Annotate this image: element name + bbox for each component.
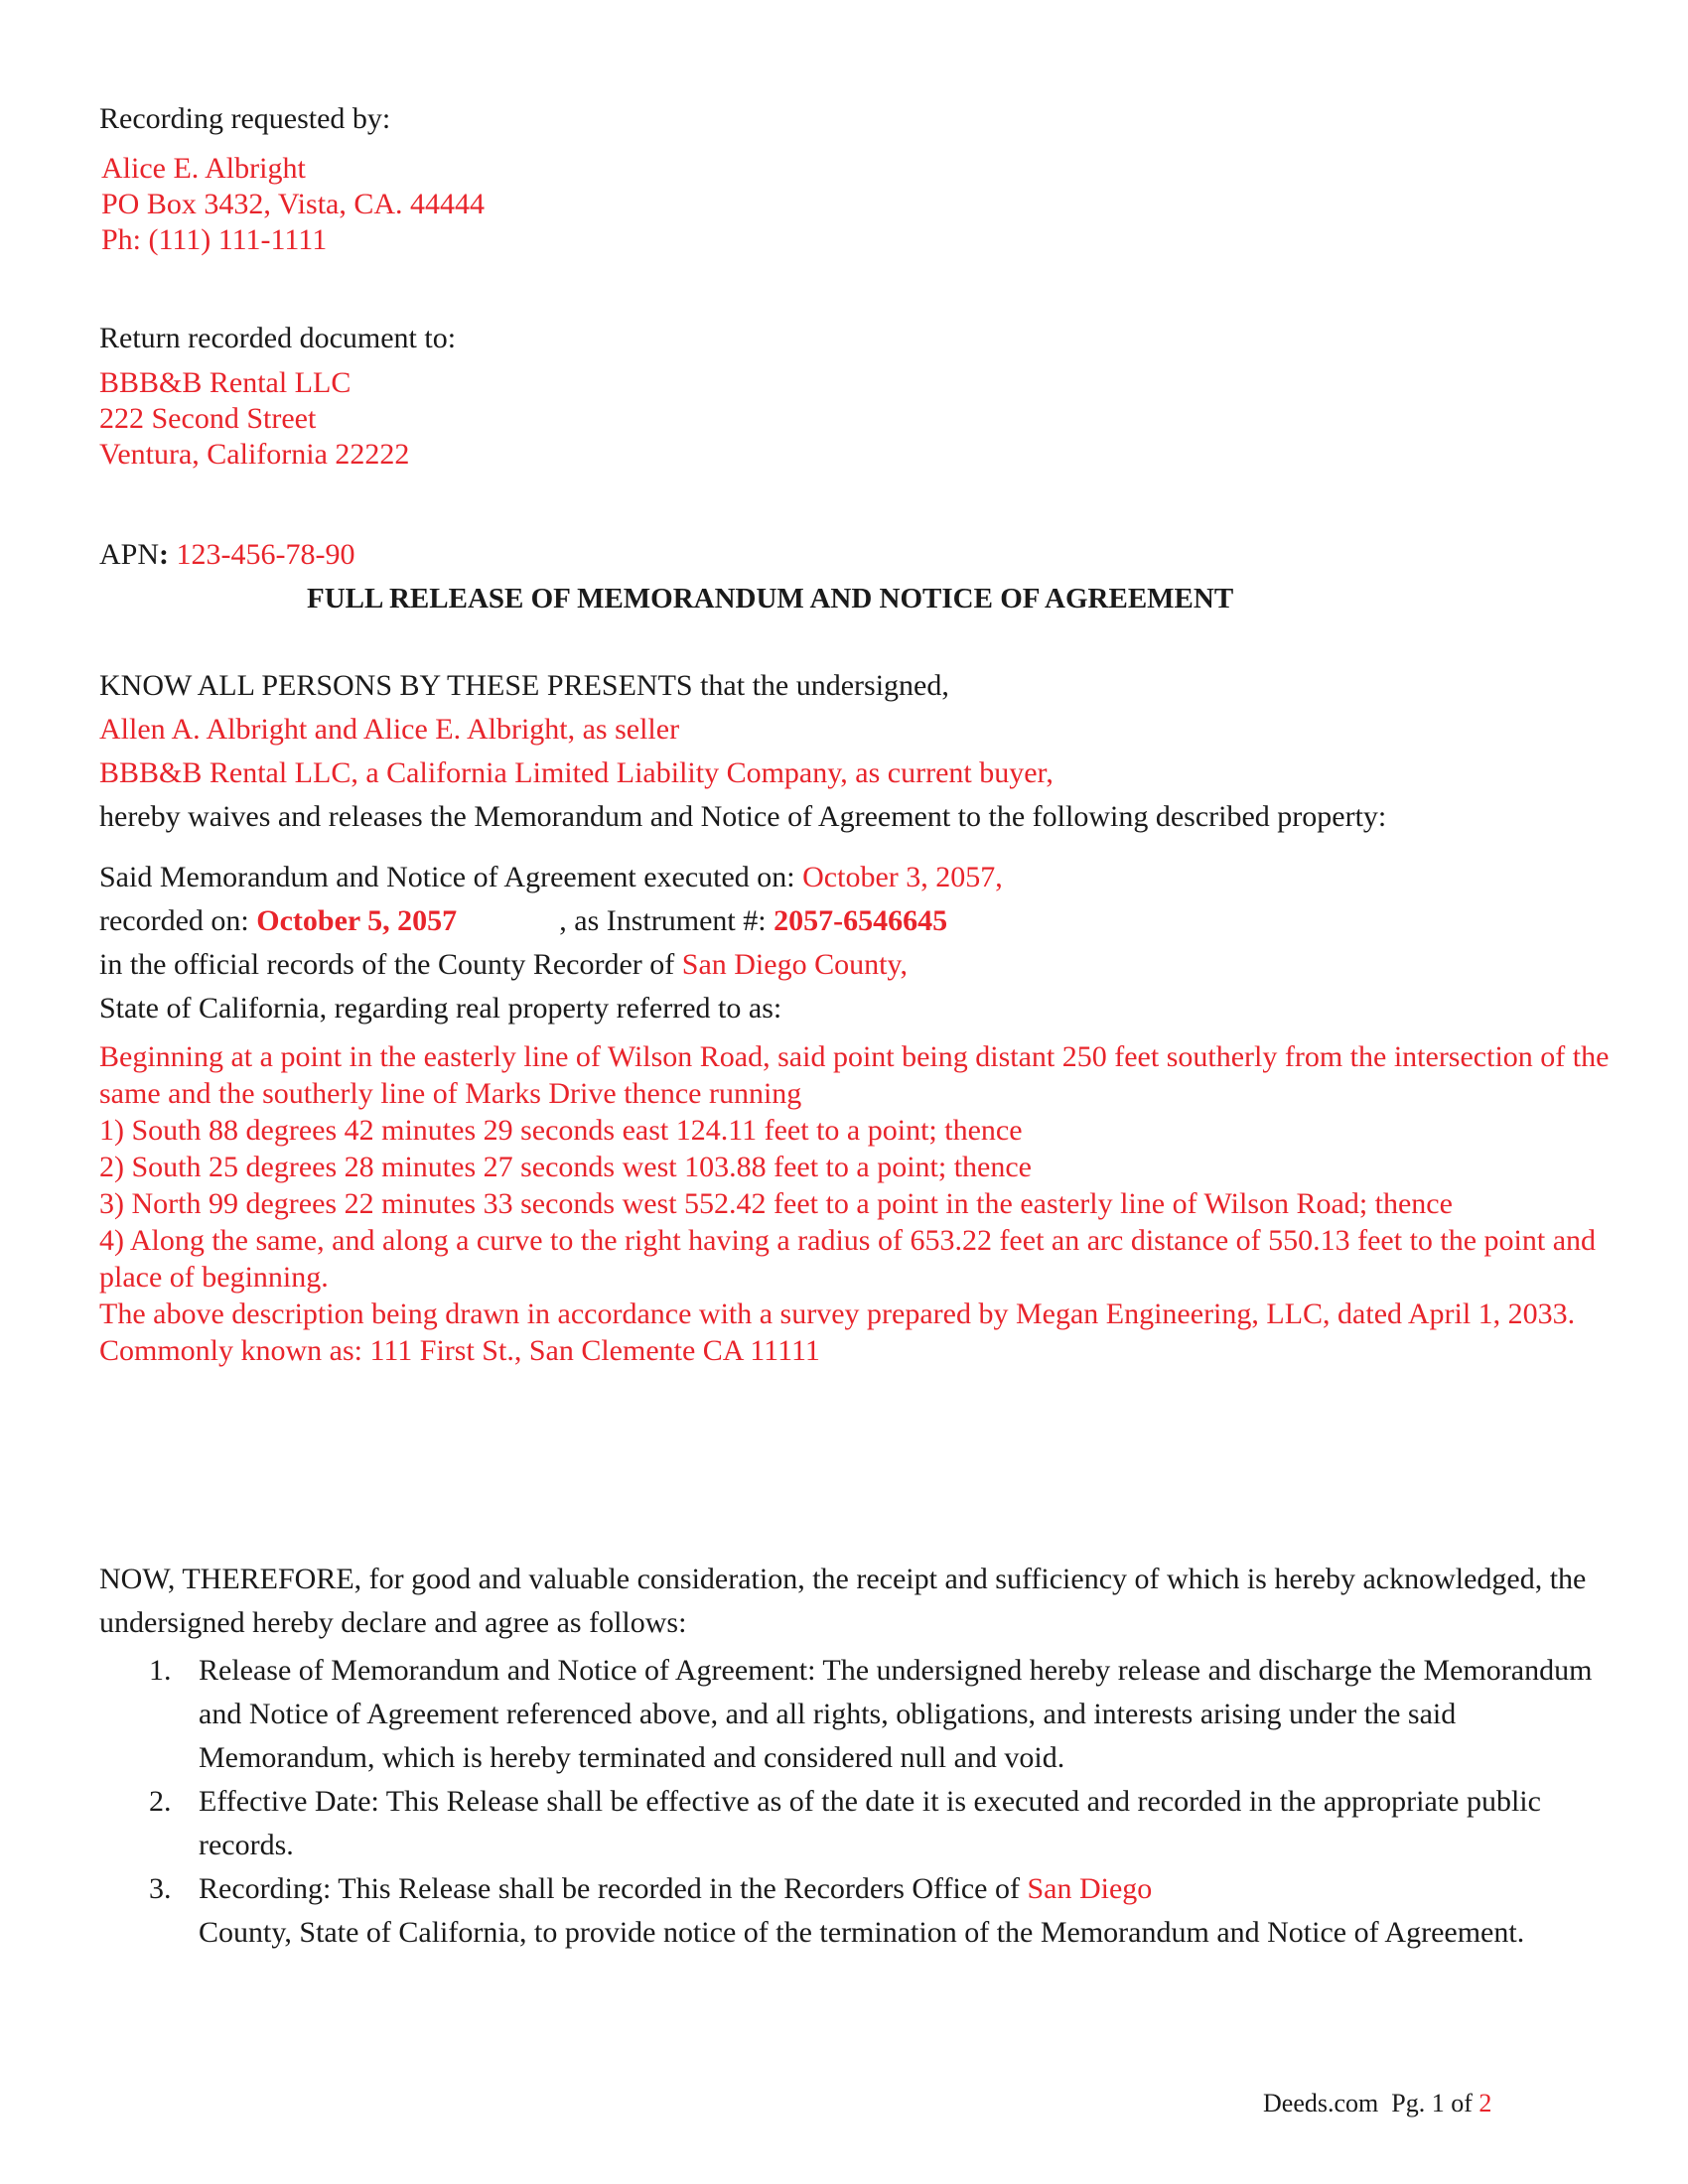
apn-colon: : [159,538,170,571]
executed-line [99,860,1003,895]
buyer-line: BBB&B Rental LLC, a California Limited Liability Company, as current buyer, [99,756,1054,789]
term-text: Effective Date: This Release shall be effective as of the date it is executed and recorded in the appropriate public records. [199,1785,1541,1861]
county-line [99,947,908,983]
recorded-date: October 5, 2057 [256,904,458,937]
return-to-name: BBB&B Rental LLC [99,366,352,399]
apn-value: 123-456-78-90 [176,538,355,571]
page-footer [1263,2089,1491,2118]
legal-line: Beginning at a point in the easterly line of Wilson Road, said point being distant 250 feet southerly from the intersection of the same and the southerly line of Marks Drive thence running [99,1040,1610,1110]
seller-line: Allen A. Albright and Alice E. Albright, as seller [99,713,680,746]
requester-phone: Ph: (111) 111-1111 [101,223,328,256]
term-item [99,1649,1609,1780]
return-to-block [99,365,409,473]
return-to-street: 222 Second Street [99,402,317,435]
footer-total-pages: 2 [1478,2089,1492,2117]
term-number: 1. [149,1654,172,1687]
footer-page-label: Pg. 1 of [1391,2089,1479,2117]
term-text: Release of Memorandum and Notice of Agreement: The undersigned hereby release and discharge the Memorandum and Notice of Agreement referenced above, and all rights, obligations, and interests arising under the said Memorandum, which is hereby terminated and considered null and void. [199,1654,1593,1774]
recorded-line [99,903,947,939]
apn-label: APN [99,538,160,571]
term-number: 3. [149,1872,172,1905]
legal-line: Commonly known as: 111 First St., San Clemente CA 11111 [99,1334,820,1367]
parties-intro: KNOW ALL PERSONS BY THESE PRESENTS that the undersigned, [99,669,949,702]
return-to-label: Return recorded document to: [99,322,457,354]
requested-by-label: Recording requested by: [99,102,391,135]
requester-address: PO Box 3432, Vista, CA. 44444 [101,188,486,220]
legal-description [99,1038,1628,1369]
instrument-number: 2057-6546645 [774,904,948,937]
legal-line: 3) North 99 degrees 22 minutes 33 seconds west 552.42 feet to a point in the easterly line of Wilson Road; thence [99,1187,1453,1220]
instrument-label: , as Instrument #: [559,904,774,937]
apn-line [99,537,355,573]
legal-line: 1) South 88 degrees 42 minutes 29 seconds east 124.11 feet to a point; thence [99,1114,1023,1147]
legal-line: 4) Along the same, and along a curve to the right having a radius of 653.22 feet an arc distance of 550.13 feet to the point and place of beginning. [99,1224,1597,1294]
county-value: San Diego County, [681,948,908,981]
requester-name: Alice E. Albright [101,152,306,185]
executed-label: Said Memorandum and Notice of Agreement executed on: [99,861,803,893]
now-therefore-paragraph: NOW, THEREFORE, for good and valuable consideration, the receipt and sufficiency of which is hereby acknowledged, the undersigned hereby declare and agree as follows: [99,1563,1587,1639]
document-title: FULL RELEASE OF MEMORANDUM AND NOTICE OF AGREEMENT [307,583,1234,614]
executed-date: October 3, 2057, [802,861,1003,893]
state-line: State of California, regarding real property referred to as: [99,992,782,1024]
return-to-city: Ventura, California 22222 [99,438,410,471]
recorded-label: recorded on: [99,904,257,937]
term-text-after: County, State of California, to provide notice of the termination of the Memorandum and Notice of Agreement. [199,1916,1525,1949]
legal-line: 2) South 25 degrees 28 minutes 27 seconds west 103.88 feet to a point; thence [99,1151,1032,1183]
legal-line: The above description being drawn in accordance with a survey prepared by Megan Engineering, LLC, dated April 1, 2033. [99,1297,1576,1330]
term-number: 2. [149,1785,172,1818]
county-label: in the official records of the County Recorder of [99,948,682,981]
terms-list [99,1649,1609,1955]
requester-block [101,151,485,258]
waiver-line: hereby waives and releases the Memorandum and Notice of Agreement to the following described property: [99,800,1387,833]
term-text-before: Recording: This Release shall be recorded in the Recorders Office of [199,1872,1028,1905]
footer-site: Deeds.com [1263,2089,1379,2117]
term-item [99,1867,1609,1955]
term-county: San Diego [1027,1872,1153,1905]
term-item [99,1780,1609,1867]
